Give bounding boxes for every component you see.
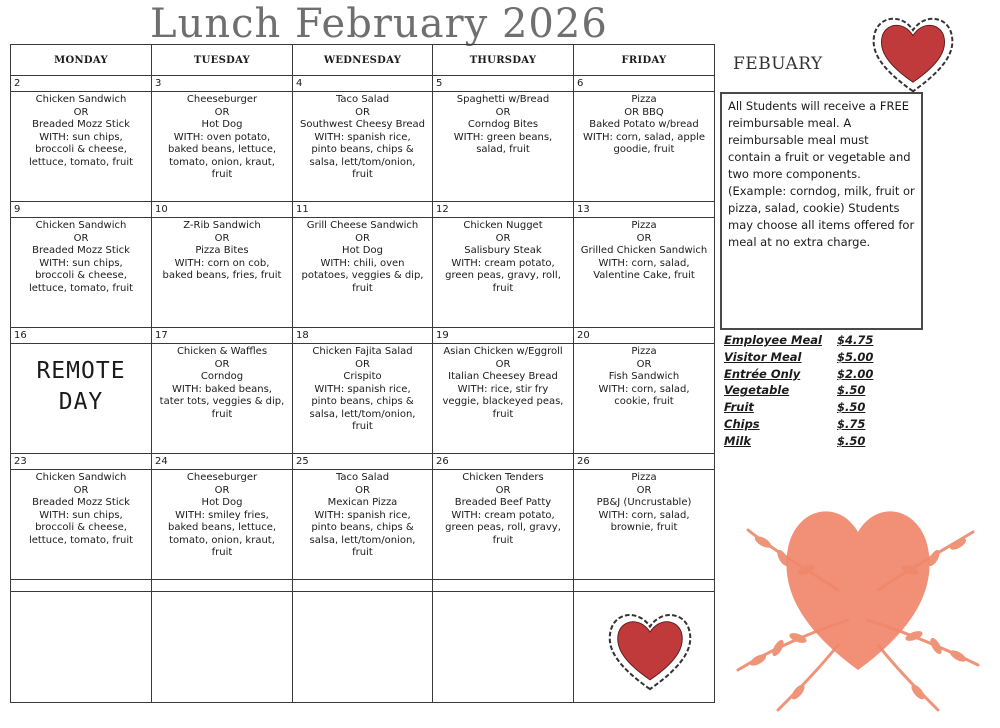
price-list (724, 332, 894, 450)
header-monday: MONDAY (11, 45, 152, 76)
day-cell (11, 92, 152, 202)
menu-text: Chicken Sandwich OR Breaded Mozz Stick WITH: sun chips, broccoli & cheese, lettuce, tomato, fruit (28, 472, 134, 546)
menu-text: Pizza OR BBQ Baked Potato w/bread WITH: corn, salad, apple goodie, fruit (583, 94, 705, 155)
week-1-menus (11, 92, 715, 202)
week-4-menus (11, 470, 715, 580)
meal-info-box: All Students will receive a FREE reimbursable meal. A reimbursable meal must contain a fruit or vegetable and two more components. (Example: corndog, milk, fruit or pizza, salad, cookie) Students may choose all items offered for meal at no extra charge. (720, 92, 923, 330)
price-value: $.50 (837, 433, 866, 448)
date-number: 19 (433, 328, 574, 344)
price-label: Milk (724, 433, 751, 448)
header-friday: FRIDAY (574, 45, 715, 76)
remote-day-label (11, 344, 151, 418)
date-number: 6 (574, 76, 715, 92)
floral-heart-icon (718, 470, 998, 715)
day-cell (11, 470, 152, 580)
empty-cell (574, 580, 715, 592)
menu-text: Taco Salad OR Southwest Cheesy Bread WITH: spanish rice, pinto beans, chips & salsa, lett/tom/onion, fruit (299, 94, 425, 180)
date-number: 12 (433, 202, 574, 218)
menu-text: Pizza OR PB&J (Uncrustable) WITH: corn, salad, brownie, fruit (596, 472, 692, 533)
day-cell (574, 470, 715, 580)
day-cell (152, 470, 293, 580)
date-number: 5 (433, 76, 574, 92)
menu-text: Chicken Nugget OR Salisbury Steak WITH: cream potato, green peas, gravy, roll, fruit (445, 220, 561, 294)
lunch-calendar (10, 44, 715, 703)
date-number: 24 (152, 454, 293, 470)
menu-text: Pizza OR Fish Sandwich WITH: corn, salad, cookie, fruit (598, 346, 690, 407)
week-2-menus (11, 218, 715, 328)
price-value: $.50 (837, 400, 866, 415)
price-label: Employee Meal (724, 333, 822, 347)
date-number: 9 (11, 202, 152, 218)
day-cell (293, 470, 433, 580)
price-row (724, 399, 894, 416)
price-value: $2.00 (837, 366, 874, 381)
price-value: $4.75 (837, 333, 874, 347)
spacer-row (11, 580, 715, 592)
menu-text: Grill Cheese Sandwich OR Hot Dog WITH: chili, oven potatoes, veggies & dip, fruit (301, 220, 424, 294)
menu-text: Spaghetti w/Bread OR Corndog Bites WITH: green beans, salad, fruit (453, 94, 553, 155)
empty-cell (433, 580, 574, 592)
empty-cell (293, 580, 433, 592)
empty-cell (152, 580, 293, 592)
empty-cell (11, 592, 152, 703)
date-number: 18 (293, 328, 433, 344)
menu-text: Chicken Sandwich OR Breaded Mozz Stick WITH: sun chips, broccoli & cheese, lettuce, tomato, fruit (28, 94, 134, 168)
week-3-dates (11, 328, 715, 344)
header-wednesday: WEDNESDAY (293, 45, 433, 76)
price-row (724, 433, 894, 450)
page-title: Lunch February 2026 (150, 2, 608, 46)
day-cell (293, 218, 433, 328)
menu-text: Taco Salad OR Mexican Pizza WITH: spanish rice, pinto beans, chips & salsa, lett/tom/onion, fruit (309, 472, 416, 558)
menu-text: Chicken Tenders OR Breaded Beef Patty WITH: cream potato, green peas, roll, gravy, fruit (445, 472, 561, 546)
day-cell (152, 92, 293, 202)
price-label: Entrée Only (724, 366, 801, 381)
date-number: 4 (293, 76, 433, 92)
price-value: $5.00 (837, 349, 874, 364)
date-number: 20 (574, 328, 715, 344)
date-number: 16 (11, 328, 152, 344)
week-1-dates (11, 76, 715, 92)
price-row (724, 416, 894, 433)
menu-text: Pizza OR Grilled Chicken Sandwich WITH: corn, salad, Valentine Cake, fruit (580, 220, 708, 281)
menu-text: Cheeseburger OR Hot Dog WITH: smiley fries, baked beans, lettuce, tomato, onion, kraut, fruit (167, 472, 277, 558)
empty-cell (293, 592, 433, 703)
price-row (724, 382, 894, 399)
price-row (724, 332, 894, 349)
menu-text: Chicken & Waffles OR Corndog WITH: baked beans, tater tots, veggies & dip, fruit (159, 346, 285, 420)
menu-text: Cheeseburger OR Hot Dog WITH: oven potato, baked beans, lettuce, tomato, onion, kraut, fruit (167, 94, 277, 180)
menu-text: Z-Rib Sandwich OR Pizza Bites WITH: corn on cob, baked beans, fries, fruit (162, 220, 282, 281)
date-number: 2 (11, 76, 152, 92)
menu-text: Chicken Sandwich OR Breaded Mozz Stick WITH: sun chips, broccoli & cheese, lettuce, tomato, fruit (28, 220, 134, 294)
week-2-dates (11, 202, 715, 218)
day-cell (433, 344, 574, 454)
menu-text: Asian Chicken w/Eggroll OR Italian Cheesey Bread WITH: rice, stir fry veggie, blackeyed peas, fruit (442, 346, 564, 420)
price-label: Chips (724, 416, 760, 431)
remote-day-cell (11, 344, 152, 454)
day-cell (11, 218, 152, 328)
day-cell (152, 218, 293, 328)
date-number: 26 (574, 454, 715, 470)
heart-icon (604, 606, 696, 694)
empty-cell (11, 580, 152, 592)
date-number: 3 (152, 76, 293, 92)
header-thursday: THURSDAY (433, 45, 574, 76)
day-cell (293, 344, 433, 454)
price-row (724, 366, 894, 383)
price-label: Fruit (724, 400, 754, 415)
week-4-dates (11, 454, 715, 470)
price-value: $.50 (837, 383, 866, 398)
day-cell (574, 344, 715, 454)
remote-line-1: REMOTE (36, 358, 126, 384)
day-cell (574, 218, 715, 328)
empty-cell (433, 592, 574, 703)
week-3-menus (11, 344, 715, 454)
price-row (724, 349, 894, 366)
day-cell (433, 218, 574, 328)
month-heading: FEBUARY (733, 54, 823, 74)
day-cell (574, 92, 715, 202)
header-tuesday: TUESDAY (152, 45, 293, 76)
day-cell (433, 470, 574, 580)
date-number: 13 (574, 202, 715, 218)
empty-cell (152, 592, 293, 703)
day-cell (433, 92, 574, 202)
date-number: 17 (152, 328, 293, 344)
price-label: Visitor Meal (724, 349, 802, 364)
menu-text: Chicken Fajita Salad OR Crispito WITH: spanish rice, pinto beans, chips & salsa, lett/tom/onion, fruit (309, 346, 416, 432)
day-cell (152, 344, 293, 454)
heart-fill (786, 511, 929, 670)
price-label: Vegetable (724, 383, 790, 398)
remote-line-2: DAY (58, 389, 104, 415)
date-number: 23 (11, 454, 152, 470)
date-number: 26 (433, 454, 574, 470)
weekday-header-row (11, 45, 715, 76)
date-number: 10 (152, 202, 293, 218)
day-cell (293, 92, 433, 202)
date-number: 25 (293, 454, 433, 470)
date-number: 11 (293, 202, 433, 218)
price-value: $.75 (837, 416, 866, 431)
heart-icon (868, 10, 958, 96)
